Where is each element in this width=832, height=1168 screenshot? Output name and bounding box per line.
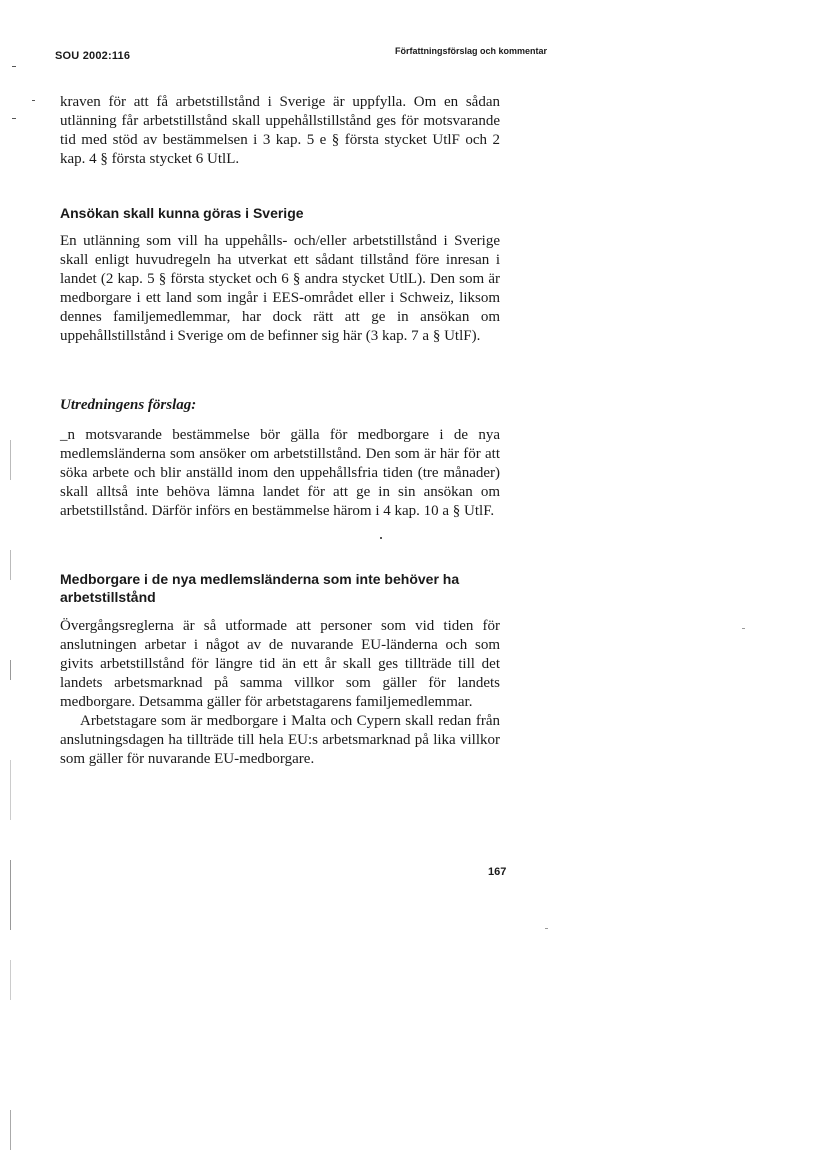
scan-mark — [12, 66, 16, 67]
section-heading-inquiry-proposal: Utredningens förslag: — [60, 397, 197, 413]
scan-mark — [10, 960, 11, 1000]
scan-mark — [10, 660, 11, 680]
scan-mark — [32, 100, 35, 101]
section-heading-citizens-without-permit: Medborgare i de nya medlemsländerna som inte behöver ha arbetstillstånd — [60, 571, 460, 605]
intro-paragraph: kraven för att få arbetstillstånd i Sverige är uppfylla. Om en sådan utlänning får arbetstillstånd skall uppehållstillstånd ges för motsvarande tid med stöd av bestämmelsen i 3 kap. 5 e § första stycket UtlF och 2 kap. 4 § första stycket 6 UtlL. — [60, 94, 500, 167]
paragraph-application-rules: En utlänning som vill ha uppehålls- och/eller arbetstillstånd i Sverige skall enligt huvudregeln ha utverkat ett sådant tillstånd före inresan i landet (2 kap. 5 § första stycket och 6 § andra stycket UtlL). Den som är medborgare i ett land som ingår i EES-området eller i Schweiz, liksom dennes familjemedlemmar, har dock rätt att ge in ansökan om uppehållstillstånd i Sverige om de befinner sig här (3 kap. 7 a § UtlF). — [60, 233, 500, 344]
scan-mark — [10, 550, 11, 580]
scan-mark — [10, 1110, 11, 1150]
running-head-report-id: SOU 2002:116 — [55, 50, 131, 62]
page-number: 167 — [488, 866, 507, 878]
scan-mark — [12, 118, 16, 119]
paragraph-transition-rules — [60, 617, 500, 769]
paragraph-proposal: _n motsvarande bestämmelse bör gälla för medborgare i de nya medlemsländerna som ansöker om arbetstillstånd. Den som är här för att söka arbete och blir anställd inom den uppehållsfria tiden (tre månader) skall alltså inte behöva lämna landet för att ge in sin ansökan om arbetstillstånd. Därför införs en bestämmelse härom i 4 kap. 10 a § UtlF. — [60, 427, 500, 519]
running-head-chapter-title: Författningsförslag och kommentar — [395, 46, 548, 56]
scan-mark — [545, 928, 548, 929]
scan-mark — [10, 760, 11, 820]
scan-mark — [10, 860, 11, 930]
scan-mark — [380, 537, 382, 539]
section-heading-application-in-sweden: Ansökan skall kunna göras i Sverige — [60, 205, 304, 221]
paragraph-malta-cyprus: Arbetstagare som är medborgare i Malta och Cypern skall redan från anslutningsdagen ha tillträde till hela EU:s arbetsmarknad på lika villkor som gäller för nuvarande EU-medborgare. — [60, 713, 500, 767]
scan-mark — [10, 440, 11, 480]
scan-mark — [742, 628, 745, 629]
paragraph-transition-rules-text: Övergångsreglerna är så utformade att personer som vid tiden för anslutningen arbetar i något av de nuvarande EU-länderna och som givits arbetstillstånd för längre tid än ett år skall ges tillträde till det landets arbetsmarknad på samma villkor som gäller för landets medborgare. Detsamma gäller för arbetstagarens familjemedlemmar. — [60, 618, 500, 710]
